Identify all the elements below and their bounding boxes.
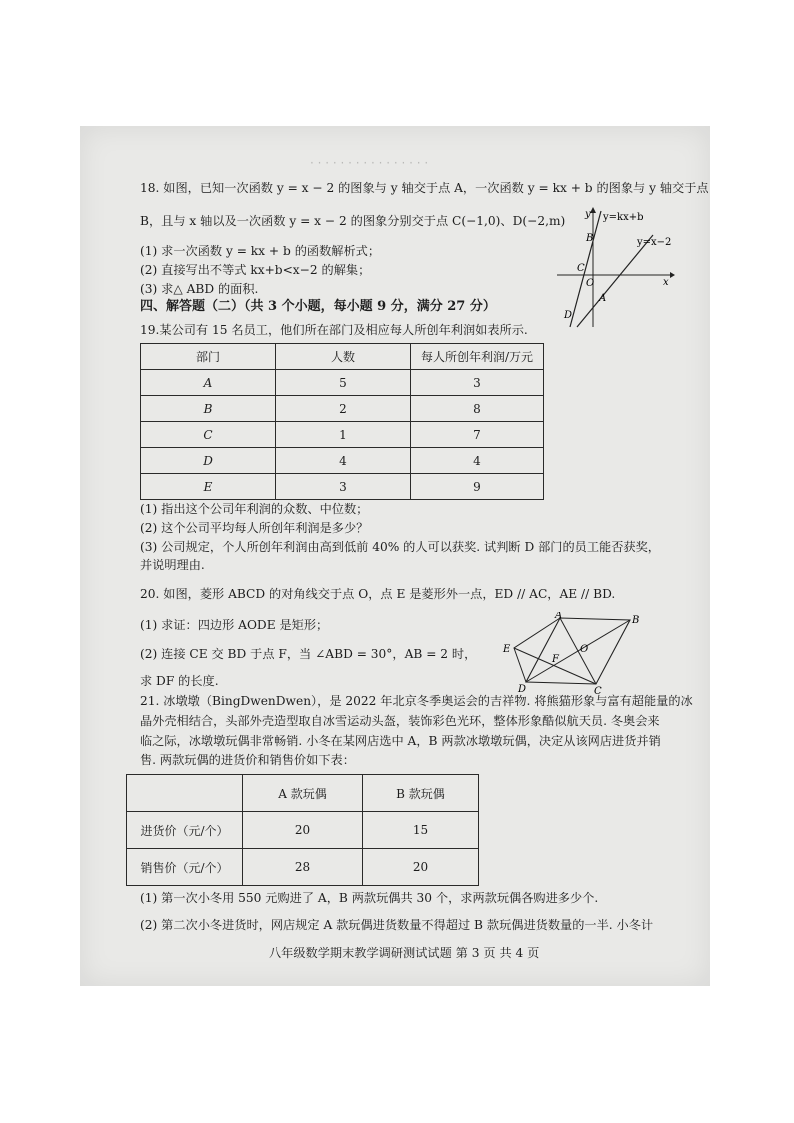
table-cell: 8 (411, 396, 544, 422)
table-row (141, 474, 544, 500)
graph-point-C: C (577, 263, 585, 274)
q18-sub3: (3) 求△ ABD 的面积. (140, 282, 259, 296)
table-header-cell: 每人所创年利润/万元 (411, 344, 544, 370)
page-footer: 八年级数学期末教学调研测试试题 第 3 页 共 4 页 (269, 946, 540, 960)
table-cell: 15 (363, 812, 479, 849)
table-row (141, 370, 544, 396)
fig-point-O: O (580, 644, 589, 655)
table-cell: 进货价（元/个） (127, 812, 243, 849)
table-header-cell (127, 775, 243, 812)
table-header-cell: B 款玩偶 (363, 775, 479, 812)
graph-label-x: x (663, 277, 669, 288)
table-cell: B (141, 396, 276, 422)
q18-sub1: (1) 求一次函数 y = kx + b 的函数解析式； (140, 244, 381, 258)
table-cell: 4 (411, 448, 544, 474)
table-cell: 3 (276, 474, 411, 500)
q19-sub3a: (3) 公司规定，个人所创年利润由高到低前 40% 的人可以获奖. 试判断 D 部门的员工能否获奖， (140, 540, 660, 554)
q21-table (126, 774, 479, 886)
line-kx-b (570, 211, 601, 327)
x-axis-arrow (670, 272, 675, 278)
table-header-row (141, 344, 544, 370)
graph-label-y: y (585, 209, 591, 220)
y-axis-arrow (590, 207, 596, 213)
table-cell: 5 (276, 370, 411, 396)
q19-sub1: (1) 指出这个公司年利润的众数、中位数； (140, 502, 369, 516)
table-cell: 7 (411, 422, 544, 448)
q18-line2: B，且与 x 轴以及一次函数 y = x − 2 的图象分别交于点 C(−1,0)、D(−2,m) (140, 214, 566, 228)
q19-sub2: (2) 这个公司平均每人所创年利润是多少？ (140, 521, 369, 535)
table-cell: 4 (276, 448, 411, 474)
q18-graph (555, 205, 675, 330)
q20-sub2: (2) 连接 CE 交 BD 于点 F，当 ∠ABD = 30°，AB = 2 时， (140, 647, 477, 661)
q21-line4: 售. 两款玩偶的进货价和销售价如下表： (140, 753, 355, 767)
graph-point-B: B (586, 233, 594, 244)
q20-sub2b: 求 DF 的长度. (140, 674, 219, 688)
q20-line1: 20. 如图，菱形 ABCD 的对角线交于点 O，点 E 是菱形外一点，ED // AC，AE // BD. (140, 587, 616, 601)
table-cell: 2 (276, 396, 411, 422)
fig-point-E: E (503, 644, 511, 655)
table-cell: 3 (411, 370, 544, 396)
q20-rhombus-figure (500, 612, 650, 694)
table-header-row (127, 775, 479, 812)
graph-label-kx: y=kx+b (603, 212, 644, 223)
diagonal-bd (526, 620, 630, 682)
fig-point-D: D (518, 684, 527, 694)
table-cell: 20 (363, 849, 479, 886)
table-cell: A (141, 370, 276, 396)
table-header-cell: 部门 (141, 344, 276, 370)
table-cell: D (141, 448, 276, 474)
q21-line1: 21. 冰墩墩（BingDwenDwen），是 2022 年北京冬季奥运会的吉祥物. 将熊猫形象与富有超能量的冰 (140, 694, 693, 708)
q18-line1: 18. 如图，已知一次函数 y = x − 2 的图象与 y 轴交于点 A，一次函数 y = kx + b 的图象与 y 轴交于点 (140, 181, 709, 195)
table-row (141, 422, 544, 448)
fig-point-A: A (555, 612, 563, 621)
table-row (127, 812, 479, 849)
table-row (127, 849, 479, 886)
table-cell: 9 (411, 474, 544, 500)
table-cell: 1 (276, 422, 411, 448)
table-row (141, 396, 544, 422)
q18-sub2: (2) 直接写出不等式 kx+b<x−2 的解集； (140, 263, 371, 277)
table-row (141, 448, 544, 474)
table-header-cell: 人数 (276, 344, 411, 370)
q20-sub1: (1) 求证：四边形 AODE 是矩形； (140, 618, 329, 632)
table-cell: 28 (243, 849, 363, 886)
rectangle-sides (514, 618, 560, 682)
fig-point-C: C (594, 686, 602, 694)
graph-point-O: O (586, 278, 595, 289)
q19-sub3b: 并说明理由. (140, 558, 205, 572)
table-cell: 20 (243, 812, 363, 849)
table-cell: E (141, 474, 276, 500)
section4-heading: 四、解答题（二）（共 3 个小题，每小题 9 分，满分 27 分） (140, 299, 496, 314)
table-header-cell: A 款玩偶 (243, 775, 363, 812)
fig-point-F: F (552, 654, 559, 665)
q19-intro: 19.某公司有 15 名员工，他们所在部门及相应每人所创年利润如表所示. (140, 323, 528, 337)
graph-label-x2: y=x−2 (637, 237, 672, 248)
table-cell: C (141, 422, 276, 448)
q19-table (140, 343, 544, 500)
table-cell: 销售价（元/个） (127, 849, 243, 886)
q21-line2: 晶外壳相结合，头部外壳造型取自冰雪运动头盔，装饰彩色光环，整体形象酷似航天员. 冬奥会来 (140, 714, 660, 728)
graph-point-A: A (599, 293, 607, 304)
q21-sub2: (2) 第二次小冬进货时，网店规定 A 款玩偶进货数量不得超过 B 款玩偶进货数量的一半. 小冬计 (140, 918, 654, 932)
q21-line3: 临之际，冰墩墩玩偶非常畅销. 小冬在某网店选中 A，B 两款冰墩墩玩偶，决定从该网店进货并销 (140, 734, 661, 748)
fig-point-B: B (632, 615, 640, 626)
graph-point-D: D (564, 310, 573, 321)
bleed-through: · · · · · · · · · · · · · · · · (310, 156, 429, 170)
q21-sub1: (1) 第一次小冬用 550 元购进了 A，B 两款玩偶共 30 个，求两款玩偶各购进多少个. (140, 891, 599, 905)
